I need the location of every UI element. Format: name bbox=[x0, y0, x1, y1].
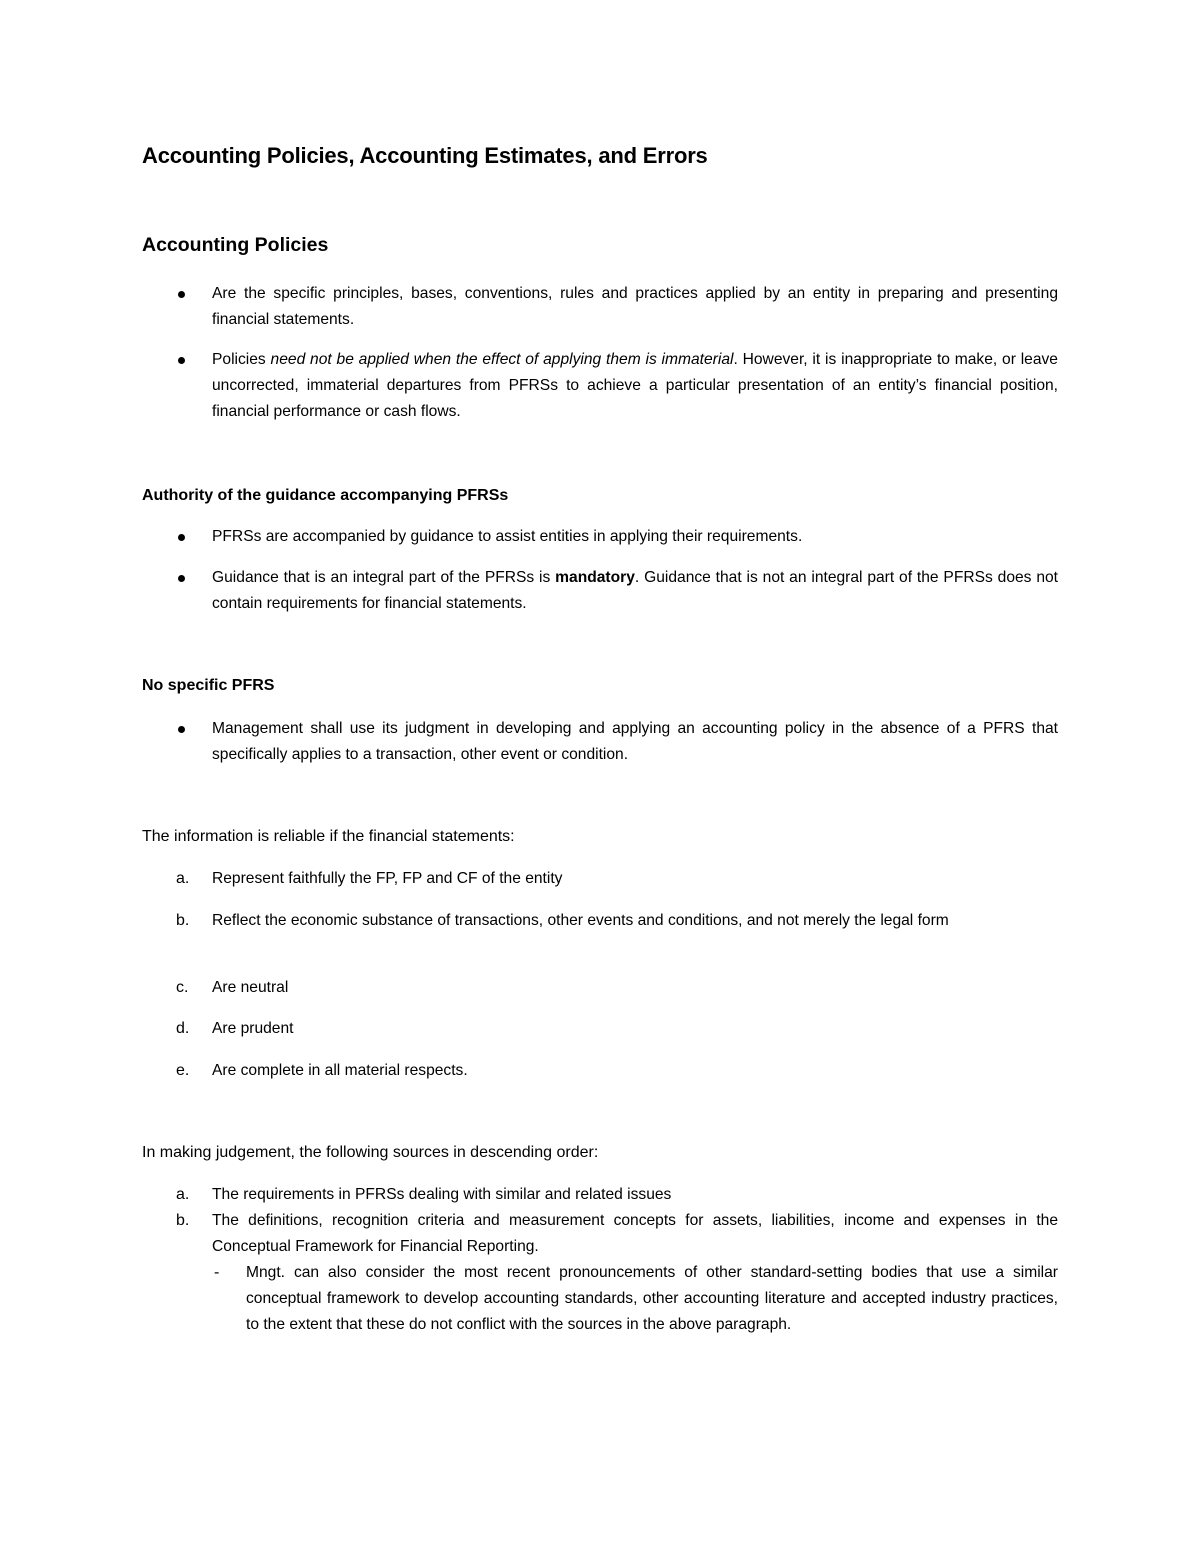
list-marker: a. bbox=[176, 1186, 190, 1203]
bullet-icon bbox=[178, 534, 185, 541]
reliable-intro: The information is reliable if the financial statements: bbox=[142, 828, 515, 845]
sub-list-item bbox=[142, 1260, 1058, 1338]
list-item-text: Are complete in all material respects. bbox=[212, 1062, 468, 1079]
list-item bbox=[142, 975, 1058, 1001]
text-run: Guidance that is an integral part of the PFRSs is bbox=[212, 569, 556, 586]
list-item-text: PFRSs are accompanied by guidance to assist entities in applying their requirements. bbox=[212, 528, 803, 545]
list-item-text: Represent faithfully the FP, FP and CF of the entity bbox=[212, 870, 563, 887]
list-item-text: Are prudent bbox=[212, 1020, 294, 1037]
section-heading-accounting-policies: Accounting Policies bbox=[142, 234, 329, 256]
list-item-text: The requirements in PFRSs dealing with similar and related issues bbox=[212, 1186, 672, 1203]
list-item-text: Reflect the economic substance of transactions, other events and conditions, and not merely the legal form bbox=[212, 912, 949, 929]
list-item bbox=[142, 347, 1058, 425]
text-run: Policies bbox=[212, 351, 271, 368]
list-item-text bbox=[212, 347, 1058, 425]
section-heading-authority: Authority of the guidance accompanying PFRSs bbox=[142, 487, 509, 504]
list-item bbox=[142, 565, 1058, 617]
list-marker: e. bbox=[176, 1062, 190, 1079]
list-item bbox=[142, 1016, 1058, 1042]
list-item-text: Management shall use its judgment in developing and applying an accounting policy in the absence of a PFRS that specifically applies to a transaction, other event or condition. bbox=[212, 720, 1058, 763]
judgement-intro: In making judgement, the following sources in descending order: bbox=[142, 1144, 599, 1161]
list-item bbox=[142, 908, 1058, 934]
list-item bbox=[142, 716, 1058, 768]
list-marker: d. bbox=[176, 1020, 190, 1037]
text-run: . Guidance that is not an integral part of the PFRSs does not contain requirements for financial statements. bbox=[212, 569, 1058, 612]
list-item bbox=[142, 1182, 1058, 1208]
list-item bbox=[142, 524, 1058, 550]
list-item-text bbox=[212, 565, 1058, 617]
list-item-text: Are neutral bbox=[212, 979, 289, 996]
list-marker: a. bbox=[176, 870, 190, 887]
list-marker: - bbox=[214, 1264, 220, 1281]
list-marker: c. bbox=[176, 979, 189, 996]
list-item bbox=[142, 1208, 1058, 1260]
bullet-icon bbox=[178, 726, 185, 733]
list-item bbox=[142, 281, 1058, 333]
list-item-text: The definitions, recognition criteria and measurement concepts for assets, liabilities, income and expenses in the Conceptual Framework for Financial Reporting. bbox=[212, 1212, 1058, 1255]
text-run: . However, it is inappropriate to make, or leave uncorrected, immaterial departures from PFRSs to achieve a particular presentation of an entity’s financial position, financial performance or cash flows. bbox=[212, 351, 1058, 420]
list-marker: b. bbox=[176, 1212, 190, 1229]
bold-text: mandatory bbox=[555, 569, 635, 586]
list-marker: b. bbox=[176, 912, 190, 929]
bullet-icon bbox=[178, 357, 185, 364]
list-item-text: Are the specific principles, bases, conventions, rules and practices applied by an entity in preparing and presenting financial statements. bbox=[212, 285, 1058, 328]
section-heading-no-specific: No specific PFRS bbox=[142, 677, 275, 694]
document-title: Accounting Policies, Accounting Estimates, and Errors bbox=[142, 143, 708, 168]
list-item bbox=[142, 866, 1058, 892]
bullet-icon bbox=[178, 291, 185, 298]
emphasis-text: need not be applied when the effect of applying them is immaterial bbox=[270, 351, 734, 368]
list-item-text: Mngt. can also consider the most recent pronouncements of other standard-setting bodies that use a similar conceptual framework to develop accounting standards, other accounting literature and accepted industry practices, to the extent that these do not conflict with the sources in the above paragraph. bbox=[246, 1264, 1058, 1333]
list-item bbox=[142, 1058, 1058, 1084]
bullet-icon bbox=[178, 575, 185, 582]
